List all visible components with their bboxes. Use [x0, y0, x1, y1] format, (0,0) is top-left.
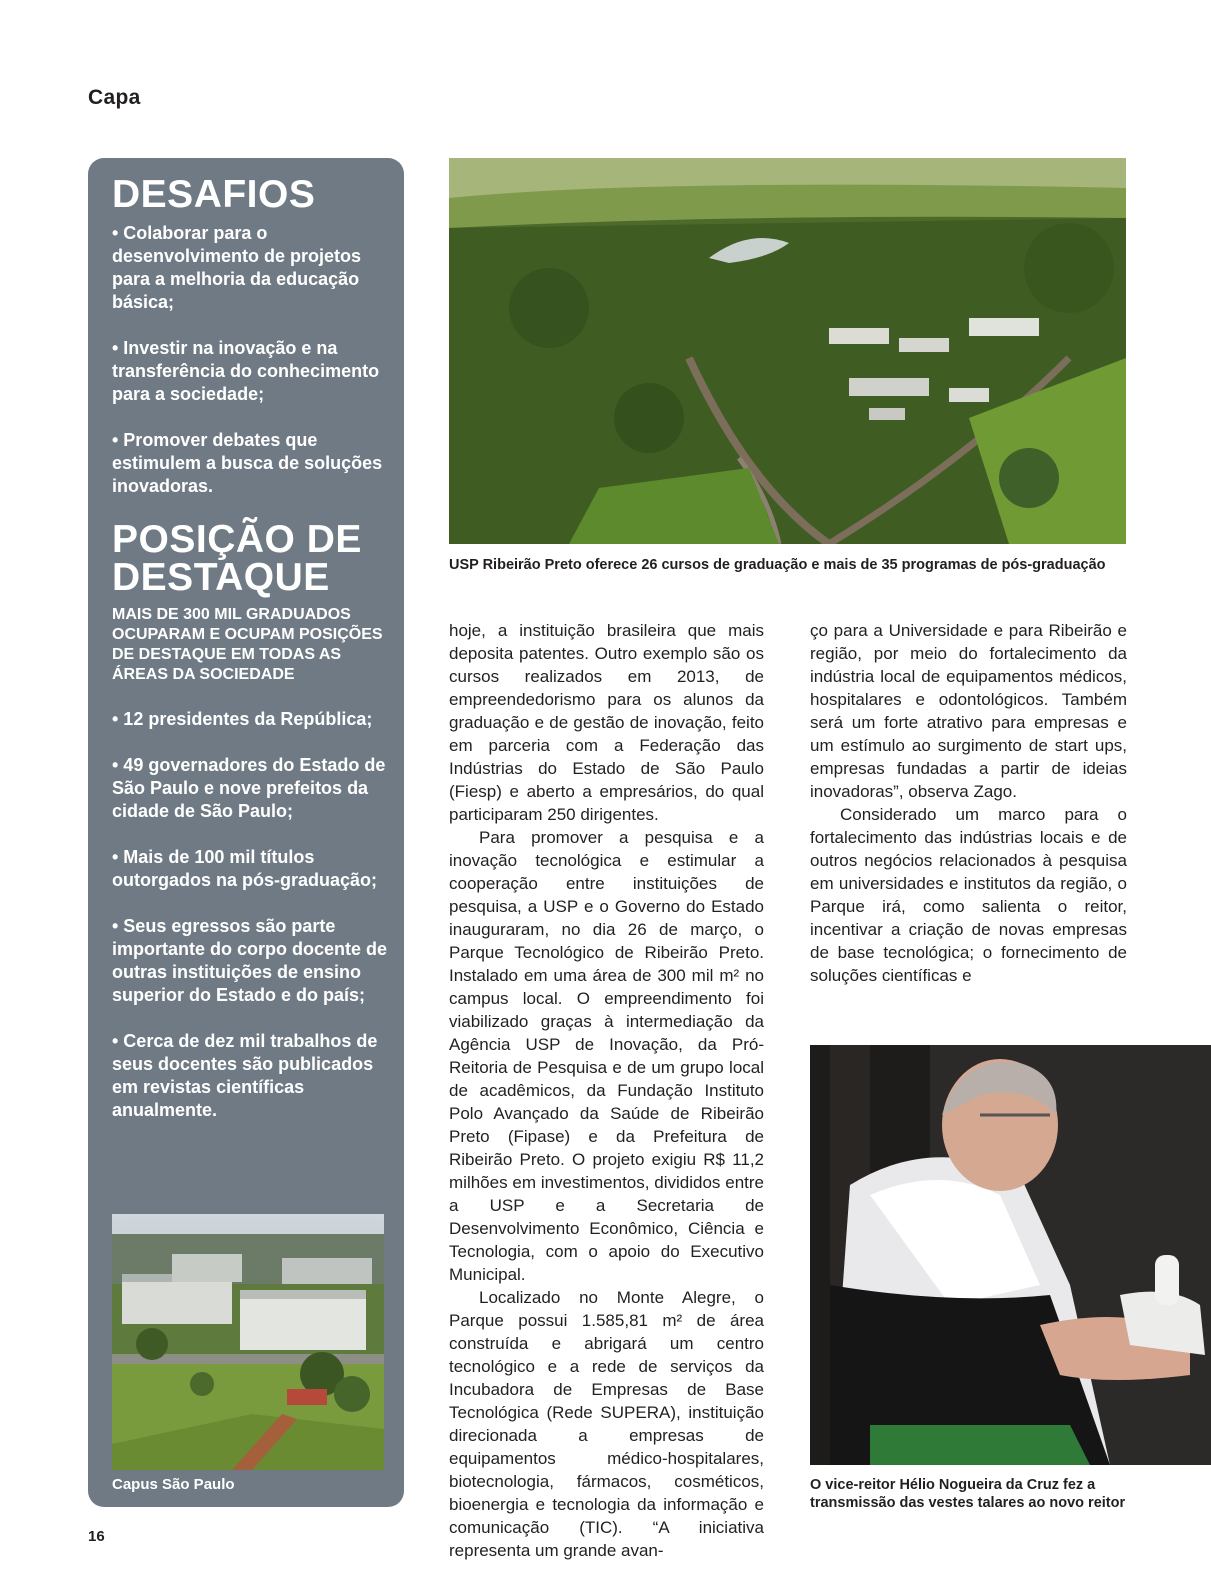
article-column-2 — [810, 619, 1127, 987]
article-column-1 — [449, 619, 764, 1562]
sidebar-box — [88, 158, 404, 1507]
sidebar-heading-desafios: DESAFIOS — [112, 173, 316, 216]
challenge-item: • Colaborar para o desenvolvimento de projetos para a melhoria da educação básica; — [112, 223, 362, 312]
paragraph: Para promover a pesquisa e a inovação tecnológica e estimular a cooperação entre instituições de pesquisa, a USP e o Governo do Estado inauguraram, no dia 26 de março, o Parque Tecnológico de Ribeirão Preto. Instalado em uma área de 300 mil m² no campus local. O empreendimento foi viabilizado graças à intermediação da Agência USP de Inovação, da Pró-Reitoria de Pesquisa e de um grupo local de acadêmicos, da Fundação Instituto Polo Avançado da Saúde de Ribeirão Preto (Fipase) e da Prefeitura de Ribeirão Preto. O projeto exigiu R$ 11,2 milhões em investimentos, divididos entre a USP e a Secretaria de Desenvolvimento Econômico, Ciência e Tecnologia, com o apoio do Executivo Municipal. — [449, 828, 764, 1284]
campus-sao-paulo-photo — [112, 1214, 384, 1470]
vice-rector-photo — [810, 1045, 1211, 1465]
paragraph: Considerado um marco para o fortalecimento das indústrias locais e de outros negócios relacionados à pesquisa em universidades e institutos da região, o Parque irá, como salienta o reitor, incentivar a criação de novas empresas de base tecnológica; o fornecimento de soluções científicas e — [810, 805, 1127, 985]
section-label: Capa — [88, 86, 141, 109]
vice-rector-photo-caption: O vice-reitor Hélio Nogueira da Cruz fez a transmissão das vestes talares ao novo reitor — [810, 1477, 1126, 1511]
sidebar-content — [112, 173, 390, 1145]
aerial-campus-photo — [449, 158, 1126, 544]
paragraph: ço para a Universidade e para Ribeirão e região, por meio do fortalecimento da indústria local de equipamentos médicos, hospitalares e odontológicos. Também será um forte atrativo para empresas e um estímulo ao surgimento de start ups, empresas fundadas a partir de ideias inovadoras”, observa Zago. — [810, 621, 1127, 801]
highlight-item: • 12 presidentes da República; — [112, 709, 373, 729]
highlight-item: • Cerca de dez mil trabalhos de seus docentes são publicados em revistas científicas anualmente. — [112, 1031, 378, 1120]
highlight-item: • 49 governadores do Estado de São Paulo e nove prefeitos da cidade de São Paulo; — [112, 755, 386, 821]
sidebar-heading-posicao: POSIÇÃO DE DESTAQUE — [112, 518, 362, 599]
challenge-item: • Promover debates que estimulem a busca de soluções inovadoras. — [112, 430, 383, 496]
paragraph: hoje, a instituição brasileira que mais deposita patentes. Outro exemplo são os cursos realizados em 2013, de empreendedorismo para os alunos da graduação e de gestão de inovação, feito em parceria com a Federação das Indústrias do Estado de São Paulo (Fiesp) e aberto a empresários, do qual participaram 250 dirigentes. — [449, 621, 764, 824]
highlight-item: • Mais de 100 mil títulos outorgados na pós-graduação; — [112, 847, 378, 890]
challenge-item: • Investir na inovação e na transferência do conhecimento para a sociedade; — [112, 338, 380, 404]
aerial-photo-caption: USP Ribeirão Preto oferece 26 cursos de graduação e mais de 35 programas de pós-graduação — [449, 557, 1106, 573]
page-number: 16 — [88, 1528, 105, 1545]
sidebar-photo-caption: Capus São Paulo — [112, 1476, 235, 1493]
highlight-item: • Seus egressos são parte importante do corpo docente de outras instituições de ensino superior do Estado e do país; — [112, 916, 388, 1005]
paragraph: Localizado no Monte Alegre, o Parque possui 1.585,81 m² de área construída e abrigará um centro tecnológico e a rede de serviços da Incubadora de Empresas de Base Tecnológica (Rede SUPERA), instituição direcionada a empresas de equipamentos médico-hospitalares, biotecnologia, fármacos, cosméticos, bioenergia e tecnologia da informação e comunicação (TIC). “A iniciativa representa um grande avan- — [449, 1288, 764, 1560]
sidebar-subheading: MAIS DE 300 MIL GRADUADOS OCUPARAM E OCUPAM POSIÇÕES DE DESTAQUE EM TODAS AS ÁREAS DA SOCIEDADE — [112, 606, 383, 683]
